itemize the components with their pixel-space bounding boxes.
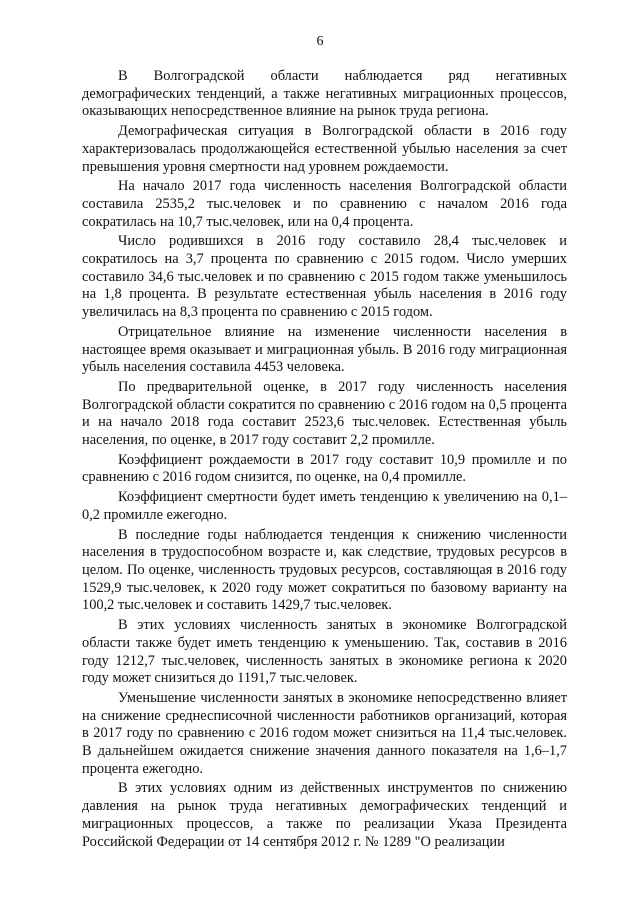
paragraph: В последние годы наблюдается тенденция к снижению численности населения в трудоспособном возрасте и, как следствие, трудовых ресурсов в целом. По оценке, численность трудовых ресурсов, составляющая в 2016 году 1529,9 тыс.человек, к 2020 году может сократиться по базовому варианту на 100,2 тыс.человек и составить 1429,7 тыс.человек. bbox=[82, 526, 567, 614]
paragraph: Коэффициент смертности будет иметь тенденцию к увеличению на 0,1–0,2 промилле ежегодно. bbox=[82, 489, 567, 523]
paragraph: Число родившихся в 2016 году составило 28,4 тыс.человек и сократилось на 3,7 процента по сравнению с 2015 годом. Число умерших составило 34,6 тыс.человек и по сравнению с 2015 годом также уменьшилось на 1,8 процента. В результате естественная убыль населения в 2016 году увеличилась на 8,3 процента по сравнению с 2015 годом. bbox=[82, 233, 567, 321]
document-body bbox=[82, 68, 567, 853]
paragraph: В этих условиях численность занятых в экономике Волгоградской области также будет иметь тенденцию к уменьшению. Так, составив в 2016 году 1212,7 тыс.человек, численность занятых в экономике региона к 2020 году может снизиться до 1191,7 тыс.человек. bbox=[82, 617, 567, 687]
paragraph: Уменьшение численности занятых в экономике непосредственно влияет на снижение среднесписочной численности работников организаций, которая в 2017 году по сравнению с 2016 годом может снизиться на 11,4 тыс.человек. В дальнейшем ожидается снижение значения данного показателя на 1,6–1,7 процента ежегодно. bbox=[82, 689, 567, 777]
paragraph: Отрицательное влияние на изменение численности населения в настоящее время оказывает и миграционная убыль. В 2016 году миграционная убыль населения составила 4453 человека. bbox=[82, 323, 567, 376]
page-number: 6 bbox=[316, 34, 324, 49]
paragraph: Демографическая ситуация в Волгоградской области в 2016 году характеризовалась продолжающейся естественной убылью населения за счет превышения уровня смертности над уровнем рождаемости. bbox=[82, 123, 567, 175]
paragraph: Коэффициент рождаемости в 2017 году составит 10,9 промилле и по сравнению с 2016 годом снизится, по оценке, на 0,4 промилле. bbox=[82, 451, 567, 486]
paragraph: В Волгоградской области наблюдается ряд негативных демографических тенденций, а также негативных миграционных процессов, оказывающих непосредственное влияние на рынок труда региона. bbox=[82, 68, 567, 120]
paragraph: По предварительной оценке, в 2017 году численность населения Волгоградской области сократится по сравнению с 2016 годом на 0,5 процента и на начало 2018 года составит 2523,6 тыс.человек. Естественная убыль населения, по оценке, в 2017 году составит 2,2 промилле. bbox=[82, 378, 567, 449]
paragraph: В этих условиях одним из действенных инструментов по снижению давления на рынок труда негативных демографических тенденций и миграционных процессов, а также по реализации Указа Президента Российской Федерации от 14 сентября 2012 г. № 1289 "О реализации bbox=[82, 780, 567, 850]
paragraph: На начало 2017 года численность населения Волгоградской области составила 2535,2 тыс.человек и по сравнению с началом 2016 года сократилась на 10,7 тыс.человек, или на 0,4 процента. bbox=[82, 178, 567, 230]
